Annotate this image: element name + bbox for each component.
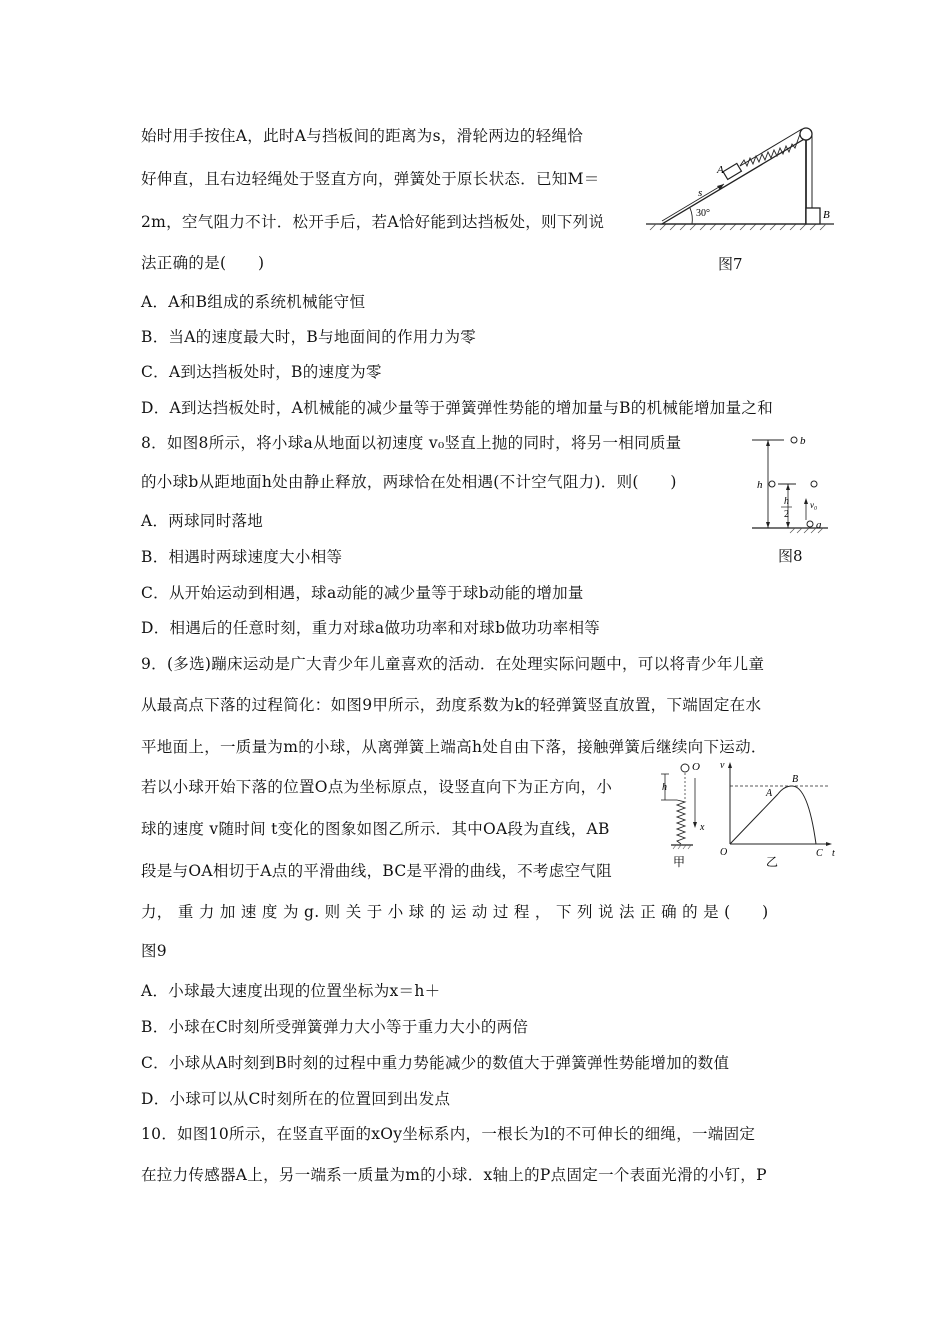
fig9-label-B: B <box>792 774 799 785</box>
fig9-origin: O <box>720 847 728 858</box>
q8-option-a: A．两球同时落地 <box>141 512 264 530</box>
fig9-label-t: t <box>832 848 835 859</box>
q8-option-b: B．相遇时两球速度大小相等 <box>141 548 343 566</box>
fig7-label-B: B <box>823 209 830 221</box>
fig7-label-s: s <box>698 187 703 199</box>
q8-line-2: 的小球b从距地面h处由静止释放，两球恰在处相遇(不计空气阻力)．则( ) <box>141 473 677 491</box>
q7-figure <box>640 120 840 235</box>
q9-line-7: 力， 重 力 加 速 度 为 g. 则 关 于 小 球 的 运 动 过 程 ， 下 列 说 法 正 确 的 是 ( ) <box>141 903 769 921</box>
q7-option-a: A．A和B组成的系统机械能守恒 <box>141 293 366 311</box>
q9-line-4: 若以小球开始下落的位置O点为坐标原点，设竖直向下为正方向，小 <box>141 778 613 796</box>
fig8-half-den: 2 <box>784 509 789 520</box>
q9-figure-jia <box>655 758 715 870</box>
fig8-label-b: b <box>800 435 806 447</box>
fig8-label-v0: v₀ <box>810 500 818 510</box>
fig7-angle: 30° <box>696 208 710 219</box>
q7-line-3: 2m，空气阻力不计．松开手后，若A恰好能到达挡板处，则下列说 <box>141 213 605 231</box>
q8-line-1: 8．如图8所示，将小球a从地面以初速度 v₀竖直上抛的同时，将另一相同质量 <box>141 434 682 452</box>
fig9-jia: 甲 <box>673 855 686 869</box>
fig8-label-a: a <box>816 519 822 531</box>
q7-line-1: 始时用手按住A，此时A与挡板间的距离为s，滑轮两边的轻绳恰 <box>141 127 584 145</box>
fig9-label-v: v <box>720 760 725 771</box>
q9-line-5: 球的速度 v随时间 t变化的图象如图乙所示．其中OA段为直线，AB <box>141 820 610 838</box>
q7-option-d: D．A到达挡板处时，A机械能的减少量等于弹簧弹性势能的增加量与B的机械能增加量之和 <box>141 399 774 417</box>
q9-option-b: B．小球在C时刻所受弹簧弹力大小等于重力大小的两倍 <box>141 1018 529 1036</box>
fig9-label-h: h <box>662 782 667 793</box>
fig7-caption: 图7 <box>718 255 743 273</box>
q7-line-2: 好伸直，且右边轻绳处于竖直方向，弹簧处于原长状态．已知M＝ <box>141 170 600 188</box>
q9-figure-yi <box>718 758 838 870</box>
q9-option-d: D．小球可以从C时刻所在的位置回到出发点 <box>141 1090 451 1108</box>
fig8-half-num: h <box>784 496 789 507</box>
fig9-label-O: O <box>692 761 700 773</box>
fig7-label-A: A <box>717 164 724 176</box>
q9-line-1: 9．(多选)蹦床运动是广大青少年儿童喜欢的活动．在处理实际问题中，可以将青少年儿童 <box>141 655 765 673</box>
q9-line-3: 平地面上，一质量为m的小球，从离弹簧上端高h处自由下落，接触弹簧后继续向下运动． <box>141 738 767 756</box>
q8-option-d: D．相遇后的任意时刻，重力对球a做功功率和对球b做功功率相等 <box>141 619 601 637</box>
q8-option-c: C．从开始运动到相遇，球a动能的减少量等于球b动能的增加量 <box>141 584 584 602</box>
q7-line-4: 法正确的是( ) <box>141 254 265 272</box>
q9-line-2: 从最高点下落的过程简化：如图9甲所示，劲度系数为k的轻弹簧竖直放置，下端固定在水 <box>141 696 762 714</box>
q9-option-c: C．小球从A时刻到B时刻的过程中重力势能减少的数值大于弹簧弹性势能增加的数值 <box>141 1054 730 1072</box>
fig8-label-h: h <box>757 479 763 491</box>
fig9-label-C: C <box>816 848 823 859</box>
q7-option-c: C．A到达挡板处时，B的速度为零 <box>141 363 382 381</box>
q10-line-1: 10．如图10所示，在竖直平面的xOy坐标系内，一根长为l的不可伸长的细绳，一端固定 <box>141 1125 756 1143</box>
fig8-caption: 图8 <box>778 547 803 565</box>
fig9-label-A: A <box>766 788 773 799</box>
q9-fig-caption: 图9 <box>141 942 167 960</box>
q9-line-6: 段是与OA相切于A点的平滑曲线，BC是平滑的曲线，不考虑空气阻 <box>141 862 612 880</box>
fig9-label-x: x <box>700 822 705 833</box>
q10-line-2: 在拉力传感器A上，另一端系一质量为m的小球．x轴上的P点固定一个表面光滑的小钉，P <box>141 1166 767 1184</box>
q7-option-b: B．当A的速度最大时，B与地面间的作用力为零 <box>141 328 477 346</box>
fig9-yi: 乙 <box>766 855 779 869</box>
q9-option-a: A．小球最大速度出现的位置坐标为x＝h＋ <box>141 982 441 1000</box>
q8-figure <box>750 428 830 534</box>
